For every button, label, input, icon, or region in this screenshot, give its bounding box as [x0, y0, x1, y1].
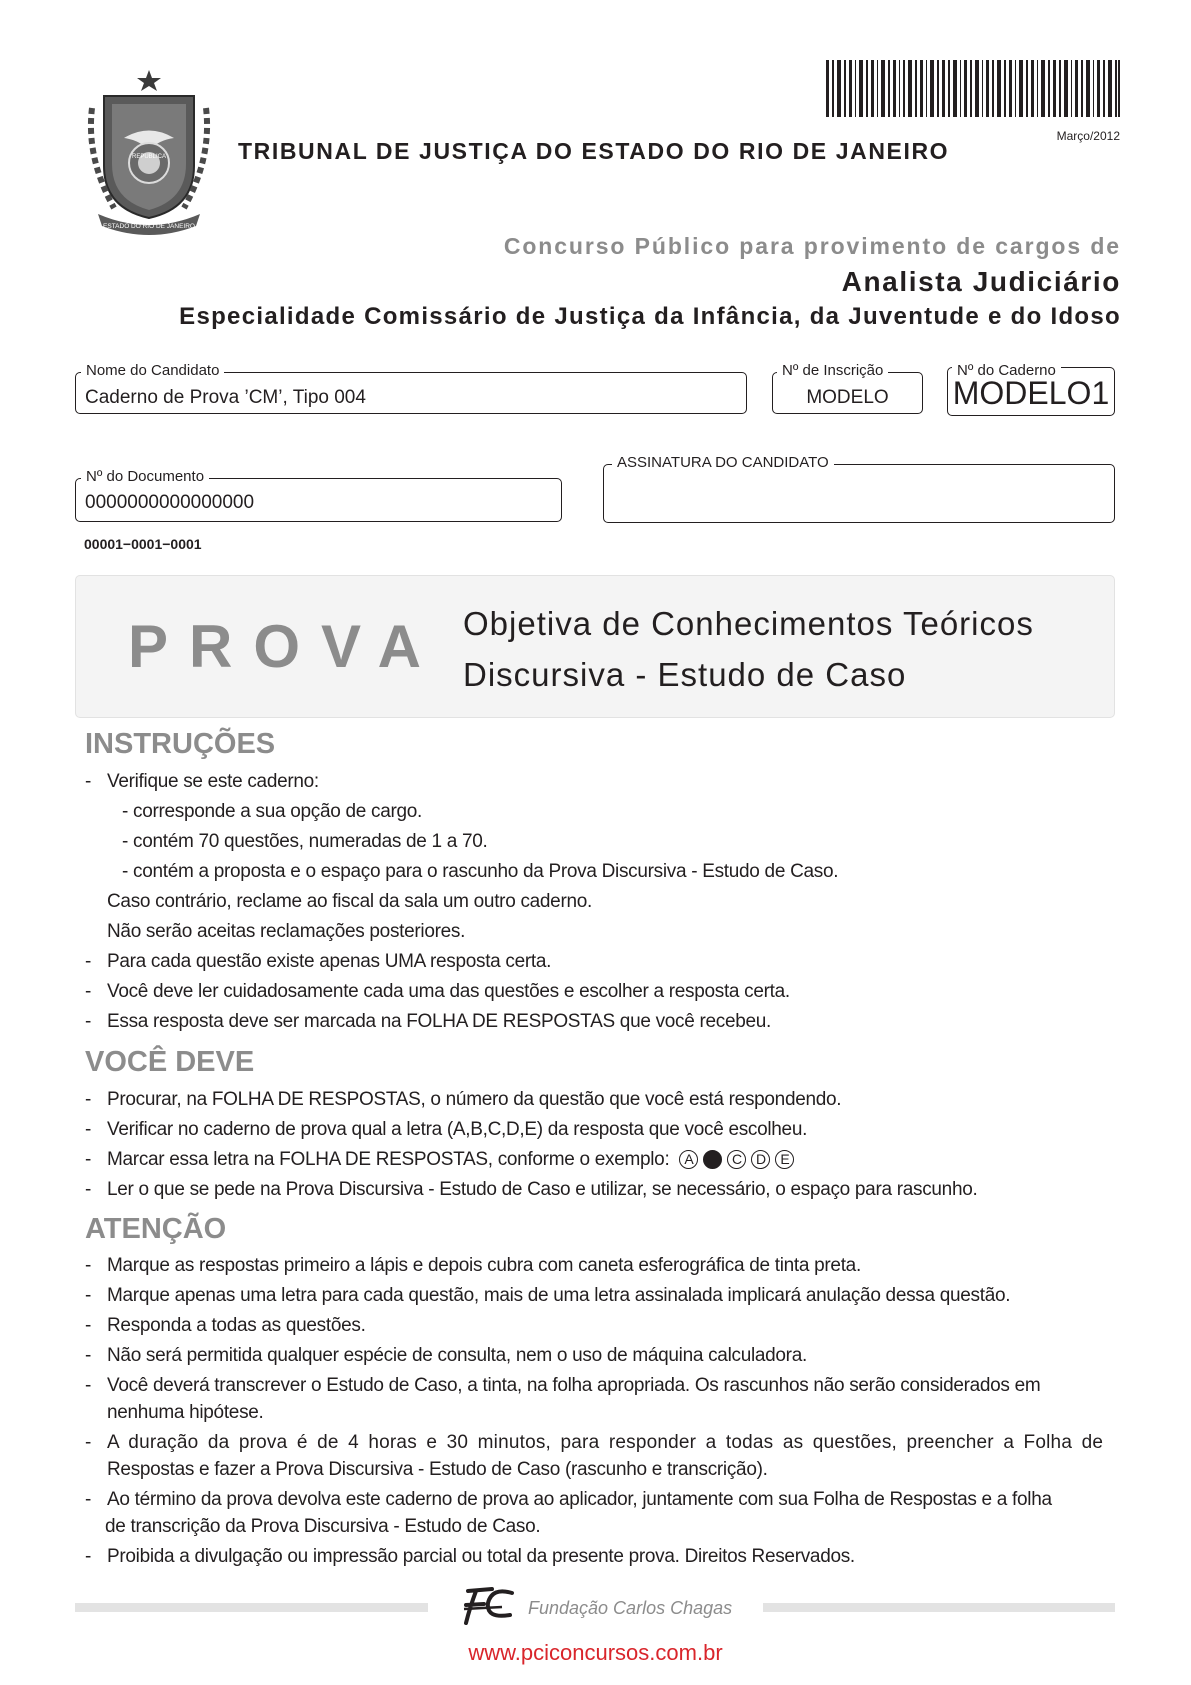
inscricao-label: Nº de Inscrição — [777, 362, 888, 379]
inscricao-value: MODELO — [806, 387, 889, 408]
answer-bubble-d: D — [751, 1150, 770, 1169]
nome-candidato-value: Caderno de Prova ’CM’, Tipo 004 — [85, 387, 366, 408]
date-label: Março/2012 — [1056, 129, 1120, 143]
assinatura-field[interactable] — [603, 464, 1115, 523]
fcc-logo-icon — [462, 1583, 518, 1627]
list-item: - contém 70 questões, numeradas de 1 a 70. — [122, 831, 488, 852]
caderno-label: Nº do Caderno — [952, 362, 1061, 379]
nome-candidato-label: Nome do Candidato — [81, 362, 224, 379]
answer-bubble-c: C — [727, 1150, 746, 1169]
list-item: - contém a proposta e o espaço para o rascunho da Prova Discursiva - Estudo de Caso. — [122, 861, 839, 882]
footer-divider-right — [763, 1603, 1115, 1612]
prova-discursiva-title: Discursiva - Estudo de Caso — [463, 656, 907, 693]
codigo-caderno: 00001−0001−0001 — [84, 536, 202, 552]
state-seal-icon — [84, 68, 214, 236]
answer-example-bubbles — [674, 1149, 794, 1170]
answer-bubble-a: A — [679, 1150, 698, 1169]
list-item: de transcrição da Prova Discursiva - Estudo de Caso. — [105, 1516, 541, 1537]
site-link[interactable]: www.pciconcursos.com.br — [468, 1640, 723, 1665]
prova-objetiva-title: Objetiva de Conhecimentos Teóricos — [463, 605, 1034, 642]
footer-divider-left — [75, 1603, 428, 1612]
especialidade-title: Especialidade Comissário de Justiça da Infância, da Juventude e do Idoso — [179, 303, 1121, 330]
concurso-title: Concurso Público para provimento de cargos de — [503, 233, 1121, 259]
list-item: Não serão aceitas reclamações posteriores. — [107, 921, 466, 942]
fcc-name: Fundação Carlos Chagas — [528, 1598, 733, 1618]
answer-bubble-e: E — [775, 1150, 794, 1169]
list-item: Caso contrário, reclame ao fiscal da sala um outro caderno. — [107, 891, 592, 912]
tribunal-title: TRIBUNAL DE JUSTIÇA DO ESTADO DO RIO DE JANEIRO — [238, 138, 950, 164]
seal-text-bottom: ESTADO DO RIO DE JANEIRO — [103, 223, 195, 230]
documento-value: 0000000000000000 — [85, 492, 255, 513]
list-item: - corresponde a sua opção de cargo. — [122, 801, 423, 822]
answer-bubble-b — [703, 1150, 722, 1169]
barcode-icon — [826, 60, 1120, 117]
list-item: Respostas e fazer a Prova Discursiva - Estudo de Caso (rascunho e transcrição). — [107, 1459, 768, 1480]
caderno-value: MODELO1 — [952, 375, 1110, 411]
prova-word: PROVA — [128, 613, 442, 680]
documento-label: Nº do Documento — [81, 468, 209, 485]
list-item: nenhuma hipótese. — [107, 1402, 264, 1423]
assinatura-label: ASSINATURA DO CANDIDATO — [612, 454, 834, 471]
atencao-title: ATENÇÃO — [85, 1213, 227, 1245]
voce-deve-title: VOCÊ DEVE — [85, 1046, 255, 1078]
cargo-title: Analista Judiciário — [841, 266, 1121, 297]
instrucoes-title: INSTRUÇÕES — [85, 728, 276, 760]
seal-text-top: REPUBLICA — [131, 154, 167, 160]
